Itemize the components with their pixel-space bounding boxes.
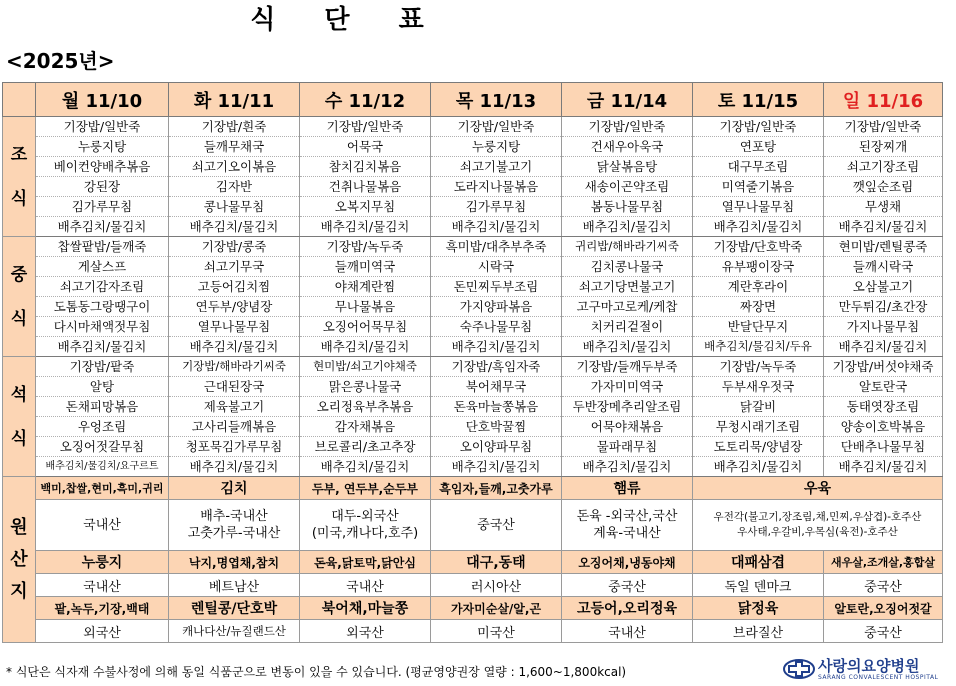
menu-cell: 게살스프 <box>36 257 169 277</box>
origin-item-value: 독일 덴마크 <box>693 574 824 597</box>
origin-item-value <box>300 500 431 551</box>
origin-item-head: 햄류 <box>562 477 693 500</box>
menu-cell: 배추김치/물김치 <box>693 217 824 237</box>
menu-cell: 김가루무침 <box>36 197 169 217</box>
menu-cell: 오삼불고기 <box>824 277 943 297</box>
menu-cell: 배추김치/물김치 <box>169 217 300 237</box>
menu-cell: 기장밥/일반죽 <box>562 117 693 137</box>
menu-cell: 물파래무침 <box>562 437 693 457</box>
origin-head-row <box>3 551 943 574</box>
origin-value-line: 돈육 -외국산,국산 <box>576 509 678 524</box>
menu-cell: 배추김치/물김치 <box>824 217 943 237</box>
menu-cell: 배추김치/물김치 <box>300 217 431 237</box>
origin-item-value: 국내산 <box>36 574 169 597</box>
menu-cell: 깻잎순조림 <box>824 177 943 197</box>
page-title: 식 단 표 <box>250 5 444 35</box>
menu-cell: 기장밥/팥죽 <box>36 357 169 377</box>
origin-item-value <box>169 500 300 551</box>
menu-row <box>3 297 943 317</box>
menu-cell: 닭갈비 <box>693 397 824 417</box>
menu-cell: 도토리묵/양념장 <box>693 437 824 457</box>
day-header-row <box>3 83 943 117</box>
menu-cell: 기장밥/흰죽 <box>169 117 300 137</box>
origin-item-value: 베트남산 <box>169 574 300 597</box>
origin-item-head: 가자미순살/알,곤 <box>431 597 562 620</box>
menu-cell: 기장밥/일반죽 <box>693 117 824 137</box>
menu-cell: 기장밥/녹두죽 <box>300 237 431 257</box>
origin-item-value: 중국산 <box>824 574 943 597</box>
menu-row <box>3 237 943 257</box>
menu-cell: 두반장메추리알조림 <box>562 397 693 417</box>
origin-item-value: 외국산 <box>36 620 169 643</box>
menu-cell: 배추김치/물김치 <box>562 217 693 237</box>
menu-cell: 반달단무지 <box>693 317 824 337</box>
menu-cell: 김치콩나물국 <box>562 257 693 277</box>
menu-cell: 알토란국 <box>824 377 943 397</box>
menu-cell: 기장밥/일반죽 <box>431 117 562 137</box>
meal-label-char: 식 <box>10 188 28 209</box>
menu-cell: 들깨시락국 <box>824 257 943 277</box>
origin-head-row <box>3 597 943 620</box>
menu-row <box>3 197 943 217</box>
origin-item-value: 국내산 <box>562 620 693 643</box>
logo-name: 사랑의요양병원 <box>818 656 920 675</box>
menu-cell: 닭살볶음탕 <box>562 157 693 177</box>
menu-cell: 오복지무침 <box>300 197 431 217</box>
meal-label <box>3 357 36 477</box>
menu-cell: 만두튀김/초간장 <box>824 297 943 317</box>
menu-cell: 참치김치볶음 <box>300 157 431 177</box>
menu-cell: 배추김치/물김치 <box>169 337 300 357</box>
menu-cell: 기장밥/버섯야채죽 <box>824 357 943 377</box>
menu-cell: 단배추나물무침 <box>824 437 943 457</box>
origin-item-head: 알토란,오징어젓갈 <box>824 597 943 620</box>
menu-cell: 도톰동그랑땡구이 <box>36 297 169 317</box>
day-header: 일 11/16 <box>824 83 943 117</box>
menu-cell: 배추김치/물김치 <box>562 337 693 357</box>
origin-value-row <box>3 574 943 597</box>
origin-item-value <box>36 500 169 551</box>
origin-head-row <box>3 477 943 500</box>
menu-cell: 북어채무국 <box>431 377 562 397</box>
menu-cell: 기장밥/콩죽 <box>169 237 300 257</box>
menu-cell: 베이컨양배추볶음 <box>36 157 169 177</box>
menu-cell: 배추김치/물김치/요구르트 <box>36 457 169 477</box>
origin-item-head: 백미,찹쌀,현미,흑미,귀리 <box>36 477 169 500</box>
menu-cell: 동태엿장조림 <box>824 397 943 417</box>
menu-cell: 배추김치/물김치 <box>824 337 943 357</box>
menu-cell: 무청시래기조림 <box>693 417 824 437</box>
day-header: 금 11/14 <box>562 83 693 117</box>
day-header: 화 11/11 <box>169 83 300 117</box>
menu-cell: 가지나물무침 <box>824 317 943 337</box>
menu-cell: 고사리들깨볶음 <box>169 417 300 437</box>
menu-cell: 배추김치/물김치 <box>431 217 562 237</box>
menu-cell: 열무나물무침 <box>693 197 824 217</box>
year-label: <2025년> <box>6 49 115 73</box>
menu-cell: 기장밥/녹두죽 <box>693 357 824 377</box>
menu-row <box>3 397 943 417</box>
origin-value-line: 우사태,우갈비,우목심(육전)-호주산 <box>737 526 898 538</box>
menu-row <box>3 137 943 157</box>
menu-cell: 어묵국 <box>300 137 431 157</box>
origin-item-value: 외국산 <box>300 620 431 643</box>
menu-cell: 청포묵김가루무침 <box>169 437 300 457</box>
menu-cell: 쇠고기무국 <box>169 257 300 277</box>
meal-label-char: 식 <box>10 428 28 449</box>
menu-cell: 강된장 <box>36 177 169 197</box>
menu-cell: 돈민찌두부조림 <box>431 277 562 297</box>
origin-value-line: 국내산 <box>83 517 121 533</box>
day-header: 수 11/12 <box>300 83 431 117</box>
meal-label <box>3 237 36 357</box>
origin-item-head: 낙지,명엽채,참치 <box>169 551 300 574</box>
day-header: 토 11/15 <box>693 83 824 117</box>
origin-item-head: 누룽지 <box>36 551 169 574</box>
origin-label <box>3 477 36 643</box>
menu-cell: 감자채볶음 <box>300 417 431 437</box>
menu-cell: 흑미밥/대추부추죽 <box>431 237 562 257</box>
origin-item-value <box>562 500 693 551</box>
menu-cell: 기장밥/단호박죽 <box>693 237 824 257</box>
menu-cell: 가자미미역국 <box>562 377 693 397</box>
menu-cell: 숙주나물무침 <box>431 317 562 337</box>
menu-cell: 오징어젓갈무침 <box>36 437 169 457</box>
menu-cell: 다시마채액젓무침 <box>36 317 169 337</box>
meal-label-char: 식 <box>10 308 28 329</box>
menu-cell: 기장밥/흑임자죽 <box>431 357 562 377</box>
origin-item-head: 고등어,오리정육 <box>562 597 693 620</box>
menu-row <box>3 117 943 137</box>
origin-value-line: 우전각(불고기,장조림,채,민찌,우삼겹)-호주산 <box>713 511 922 523</box>
menu-cell: 시락국 <box>431 257 562 277</box>
menu-cell: 제육불고기 <box>169 397 300 417</box>
menu-cell: 기장밥/일반죽 <box>36 117 169 137</box>
menu-cell: 건새우아욱국 <box>562 137 693 157</box>
menu-cell: 김가루무침 <box>431 197 562 217</box>
menu-cell: 기장밥/해바라기씨죽 <box>169 357 300 377</box>
origin-value-line: (미국,캐나다,호주) <box>311 526 419 541</box>
menu-cell: 누룽지탕 <box>36 137 169 157</box>
menu-cell: 대구무조림 <box>693 157 824 177</box>
menu-cell: 무나물볶음 <box>300 297 431 317</box>
menu-cell: 들깨미역국 <box>300 257 431 277</box>
menu-cell: 알탕 <box>36 377 169 397</box>
origin-label-char: 지 <box>10 580 28 602</box>
menu-table <box>2 82 943 643</box>
menu-cell: 배추김치/물김치 <box>36 217 169 237</box>
menu-cell: 단호박꿀찜 <box>431 417 562 437</box>
menu-cell: 양송이호박볶음 <box>824 417 943 437</box>
menu-cell: 들깨무채국 <box>169 137 300 157</box>
origin-item-head: 새우살,조개살,홍합살 <box>824 551 943 574</box>
menu-row <box>3 377 943 397</box>
menu-cell: 배추김치/물김치 <box>824 457 943 477</box>
menu-cell: 가지양파볶음 <box>431 297 562 317</box>
origin-value-line: 중국산 <box>477 517 515 533</box>
origin-label-char: 산 <box>10 548 28 570</box>
origin-value-line: 고춧가루-국내산 <box>187 526 281 541</box>
menu-row <box>3 337 943 357</box>
origin-item-value: 러시아산 <box>431 574 562 597</box>
origin-item-head: 대구,동태 <box>431 551 562 574</box>
menu-cell: 현미밥/렌틸콩죽 <box>824 237 943 257</box>
menu-cell: 쇠고기감자조림 <box>36 277 169 297</box>
meal-label-char: 중 <box>10 264 28 285</box>
menu-row <box>3 217 943 237</box>
menu-row <box>3 257 943 277</box>
origin-item-head: 팥,녹두,기장,백태 <box>36 597 169 620</box>
menu-cell: 오징어어묵무침 <box>300 317 431 337</box>
menu-cell: 배추김치/물김치 <box>562 457 693 477</box>
menu-cell: 치커리겉절이 <box>562 317 693 337</box>
origin-item-head: 두부, 연두부,순두부 <box>300 477 431 500</box>
menu-cell: 봄동나물무침 <box>562 197 693 217</box>
origin-item-head: 북어채,마늘쫑 <box>300 597 431 620</box>
origin-value-row <box>3 620 943 643</box>
menu-cell: 배추김치/물김치 <box>169 457 300 477</box>
origin-item-value: 브라질산 <box>693 620 824 643</box>
menu-cell: 야채계란찜 <box>300 277 431 297</box>
menu-cell: 배추김치/물김치/두유 <box>693 337 824 357</box>
origin-item-value: 국내산 <box>300 574 431 597</box>
menu-cell: 도라지나물볶음 <box>431 177 562 197</box>
origin-item-head: 돈육,닭토막,닭안심 <box>300 551 431 574</box>
menu-cell: 찹쌀팥밥/들깨죽 <box>36 237 169 257</box>
menu-cell: 맑은콩나물국 <box>300 377 431 397</box>
menu-cell: 오이양파무침 <box>431 437 562 457</box>
menu-cell: 건취나물볶음 <box>300 177 431 197</box>
menu-cell: 현미밥/쇠고기야채죽 <box>300 357 431 377</box>
menu-cell: 브로콜리/초고추장 <box>300 437 431 457</box>
footer-note: * 식단은 식자재 수불사정에 의해 동일 식품군으로 변동이 있을 수 있습니다. (평균영양권장 열량 : 1,600~1,800kcal) <box>6 665 627 679</box>
menu-cell: 귀리밥/해바라기씨죽 <box>562 237 693 257</box>
menu-cell: 배추김치/물김치 <box>300 457 431 477</box>
meal-label-char: 조 <box>10 144 28 165</box>
menu-cell: 쇠고기장조림 <box>824 157 943 177</box>
menu-cell: 오리정육부추볶음 <box>300 397 431 417</box>
menu-cell: 어묵야채볶음 <box>562 417 693 437</box>
menu-row <box>3 157 943 177</box>
meal-label-char: 석 <box>10 384 28 405</box>
origin-item-head: 대패삼겹 <box>693 551 824 574</box>
origin-item-value: 중국산 <box>562 574 693 597</box>
origin-value-row <box>3 500 943 551</box>
origin-item-head: 흑임자,들깨,고춧가루 <box>431 477 562 500</box>
header-corner <box>3 83 36 117</box>
origin-item-head: 오징어채,냉동야채 <box>562 551 693 574</box>
menu-cell: 배추김치/물김치 <box>431 457 562 477</box>
menu-row <box>3 317 943 337</box>
menu-cell: 된장찌개 <box>824 137 943 157</box>
menu-cell: 콩나물무침 <box>169 197 300 217</box>
origin-item-value: 미국산 <box>431 620 562 643</box>
menu-cell: 짜장면 <box>693 297 824 317</box>
day-header: 목 11/13 <box>431 83 562 117</box>
menu-cell: 유부팽이장국 <box>693 257 824 277</box>
menu-cell: 기장밥/들깨두부죽 <box>562 357 693 377</box>
cross-logo-icon <box>782 658 816 680</box>
menu-cell: 쇠고기당면불고기 <box>562 277 693 297</box>
menu-cell: 김자반 <box>169 177 300 197</box>
menu-cell: 미역줄기볶음 <box>693 177 824 197</box>
menu-row <box>3 457 943 477</box>
menu-cell: 기장밥/일반죽 <box>824 117 943 137</box>
origin-item-value <box>431 500 562 551</box>
origin-item-head: 닭정육 <box>693 597 824 620</box>
menu-cell: 계란후라이 <box>693 277 824 297</box>
menu-cell: 연포탕 <box>693 137 824 157</box>
menu-cell: 고구마고로케/케찹 <box>562 297 693 317</box>
menu-cell: 누룽지탕 <box>431 137 562 157</box>
origin-label-char: 원 <box>10 516 28 538</box>
menu-cell: 배추김치/물김치 <box>300 337 431 357</box>
menu-cell: 배추김치/물김치 <box>36 337 169 357</box>
origin-item-value <box>693 500 943 551</box>
menu-cell: 연두부/양념장 <box>169 297 300 317</box>
origin-item-value: 중국산 <box>824 620 943 643</box>
menu-cell: 무생채 <box>824 197 943 217</box>
menu-row <box>3 437 943 457</box>
origin-item-head: 렌틸콩/단호박 <box>169 597 300 620</box>
menu-cell: 돈육마늘쫑볶음 <box>431 397 562 417</box>
menu-cell: 쇠고기오이볶음 <box>169 157 300 177</box>
meal-label <box>3 117 36 237</box>
menu-cell: 우엉조림 <box>36 417 169 437</box>
logo-subtitle: SARANG CONVALESCENT HOSPITAL <box>818 673 939 681</box>
menu-cell: 근대된장국 <box>169 377 300 397</box>
menu-cell: 돈채피망볶음 <box>36 397 169 417</box>
origin-value-line: 계육-국내산 <box>593 526 661 541</box>
menu-row <box>3 357 943 377</box>
menu-cell: 열무나물무침 <box>169 317 300 337</box>
menu-row <box>3 177 943 197</box>
origin-value-line: 대두-외국산 <box>331 509 399 524</box>
origin-item-value: 캐나다산/뉴질랜드산 <box>169 620 300 643</box>
hospital-logo <box>782 656 938 682</box>
day-header: 월 11/10 <box>36 83 169 117</box>
origin-item-head: 우육 <box>693 477 943 500</box>
menu-cell: 두부새우젓국 <box>693 377 824 397</box>
menu-cell: 새송이곤약조림 <box>562 177 693 197</box>
menu-row <box>3 417 943 437</box>
menu-cell: 배추김치/물김치 <box>431 337 562 357</box>
menu-cell: 쇠고기불고기 <box>431 157 562 177</box>
origin-value-line: 배추-국내산 <box>200 509 268 524</box>
menu-cell: 기장밥/일반죽 <box>300 117 431 137</box>
menu-cell: 배추김치/물김치 <box>693 457 824 477</box>
menu-cell: 고등어김치찜 <box>169 277 300 297</box>
menu-row <box>3 277 943 297</box>
origin-item-head: 김치 <box>169 477 300 500</box>
